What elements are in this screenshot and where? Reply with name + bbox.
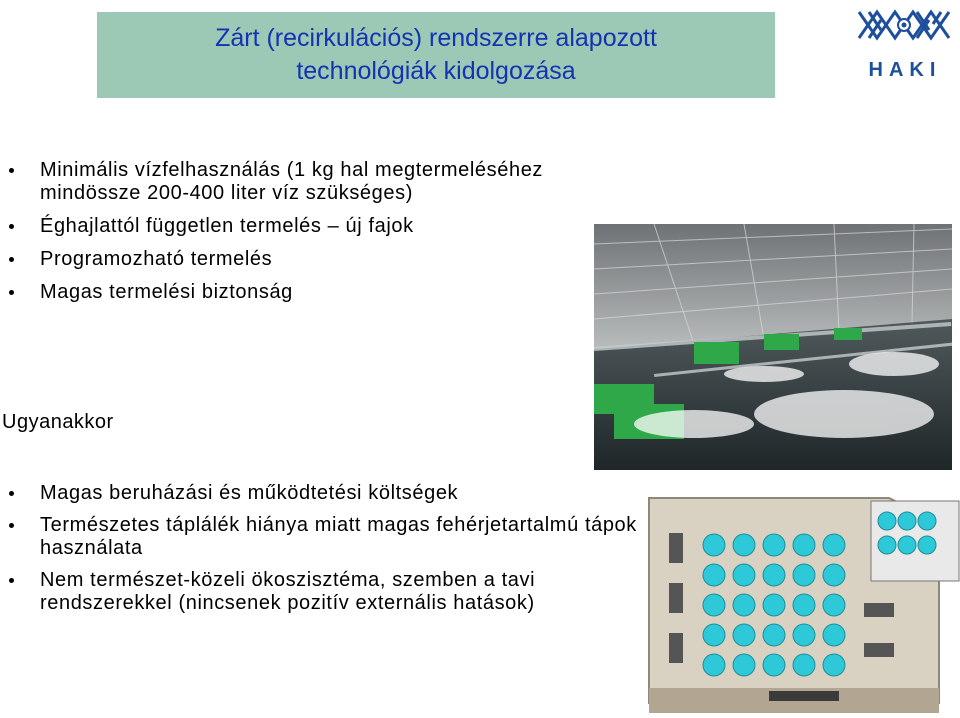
list-item: Éghajlattól független termelés – új fajok — [0, 215, 600, 238]
slide-title — [97, 12, 775, 98]
list-item: Programozható termelés — [0, 248, 600, 271]
list-item: Minimális vízfelhasználás (1 kg hal megtermeléséhez mindössze 200-400 liter víz szükséges) — [0, 159, 600, 205]
list-item: Természetes táplálék hiánya miatt magas fehérjetartalmú tápok használata — [0, 514, 650, 560]
disadvantages-list — [0, 482, 650, 624]
list-item: Magas beruházási és működtetési költségek — [0, 482, 650, 505]
logo-text: HAKI — [868, 59, 942, 81]
recirculation-system-3d-plan — [639, 493, 960, 718]
fish-farm-tanks-photo — [594, 224, 952, 470]
title-line-1: Zárt (recirkulációs) rendszerre alapozott — [215, 24, 657, 52]
haki-logo — [855, 4, 955, 84]
advantages-list — [0, 159, 600, 314]
section-label: Ugyanakkor — [2, 411, 114, 433]
list-item: Nem természet-közeli ökoszisztéma, szemben a tavi rendszerekkel (nincsenek pozitív externális hatások) — [0, 569, 650, 615]
list-item: Magas termelési biztonság — [0, 281, 600, 304]
title-line-2: technológiák kidolgozása — [296, 57, 576, 85]
